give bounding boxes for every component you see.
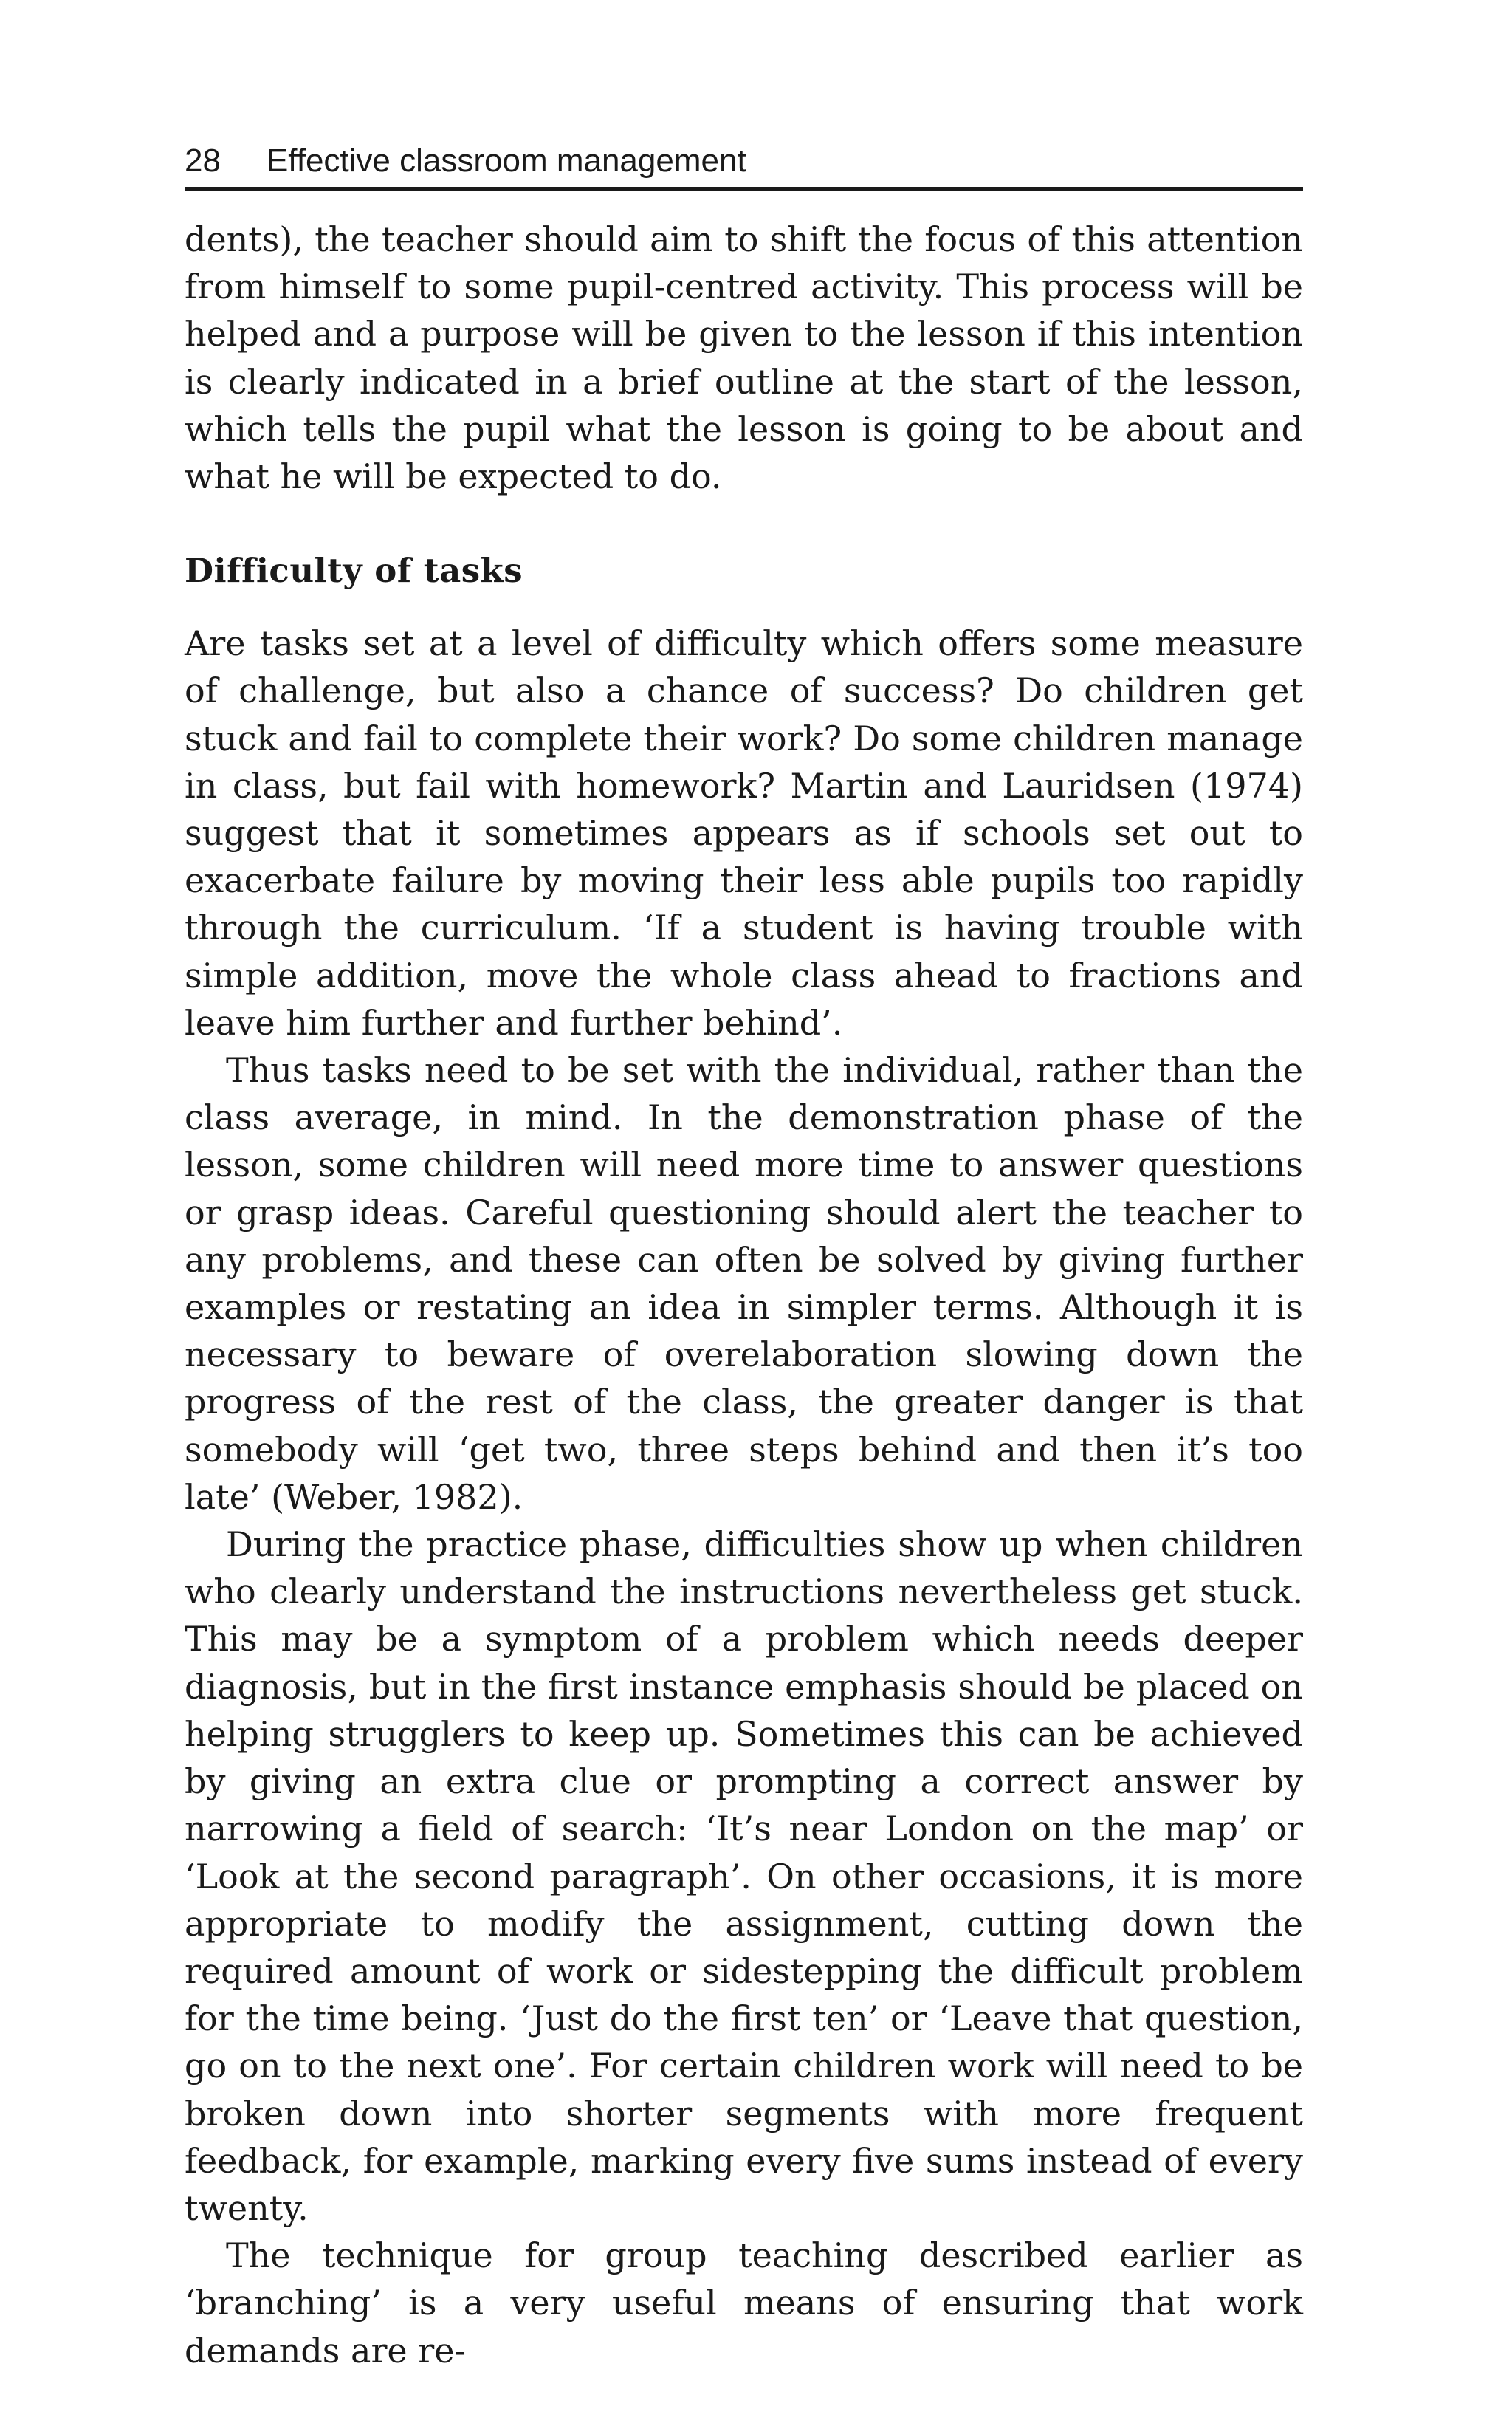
paragraph-continued: dents), the teacher should aim to shift the focus of this attention from himself to some pupil-centred activity. This process will be helped and a purpose will be given to the lesson if this intention is clearly indicated in a brief outline at the start of the lesson, which tells the pupil what the lesson is going to be about and what he will be expected to do. [185, 219, 1303, 497]
body-text [185, 216, 1303, 2374]
section-heading: Difficulty of tasks [185, 551, 523, 591]
paragraph-individual-tasks: Thus tasks need to be set with the individual, rather than the class average, in mind. In the demonstration phase of the lesson, some children will need more time to answer questions or grasp ideas. Careful questioning should alert the teacher to any problems, and these can often be solved by giving further examples or restating an idea in simpler terms. Although it is necessary to beware of overelaboration slowing down the progress of the rest of the class, the greater danger is that somebody will ‘get two, three steps behind and then it’s too late’ (Weber, 1982). [185, 1050, 1303, 1517]
running-header [185, 131, 1303, 191]
paragraph-branching: The technique for group teaching described earlier as ‘branching’ is a very useful means of ensuring that work demands are re- [185, 2235, 1303, 2371]
paragraph-difficulty-intro: Are tasks set at a level of difficulty which offers some measure of challenge, but also a chance of success? Do children get stuck and fail to complete their work? Do some children manage in class, but fail with homework? Martin and Lauridsen (1974) suggest that it sometimes appears as if schools set out to exacerbate failure by moving their less able pupils too rapidly through the curriculum. ‘If a student is having trouble with simple addition, move the whole class ahead to fractions and leave him further and further behind’. [185, 623, 1303, 1043]
page-number: 28 [185, 143, 221, 179]
running-title: Effective classroom management [266, 143, 746, 179]
paragraph-practice-phase: During the practice phase, difficulties show up when children who clearly understand the instructions nevertheless get stuck. This may be a symptom of a problem which needs deeper diagnosis, but in the first instance emphasis should be placed on helping strugglers to keep up. Sometimes this can be achieved by giving an extra clue or prompting a correct answer by narrowing a field of search: ‘It’s near London on the map’ or ‘Look at the second paragraph’. On other occasions, it is more appropriate to modify the assignment, cutting down the required amount of work or sidestepping the difficult problem for the time being. ‘Just do the first ten’ or ‘Leave that question, go on to the next one’. For certain children work will need to be broken down into shorter segments with more frequent feedback, for example, marking every five sums instead of every twenty. [185, 1524, 1303, 2228]
